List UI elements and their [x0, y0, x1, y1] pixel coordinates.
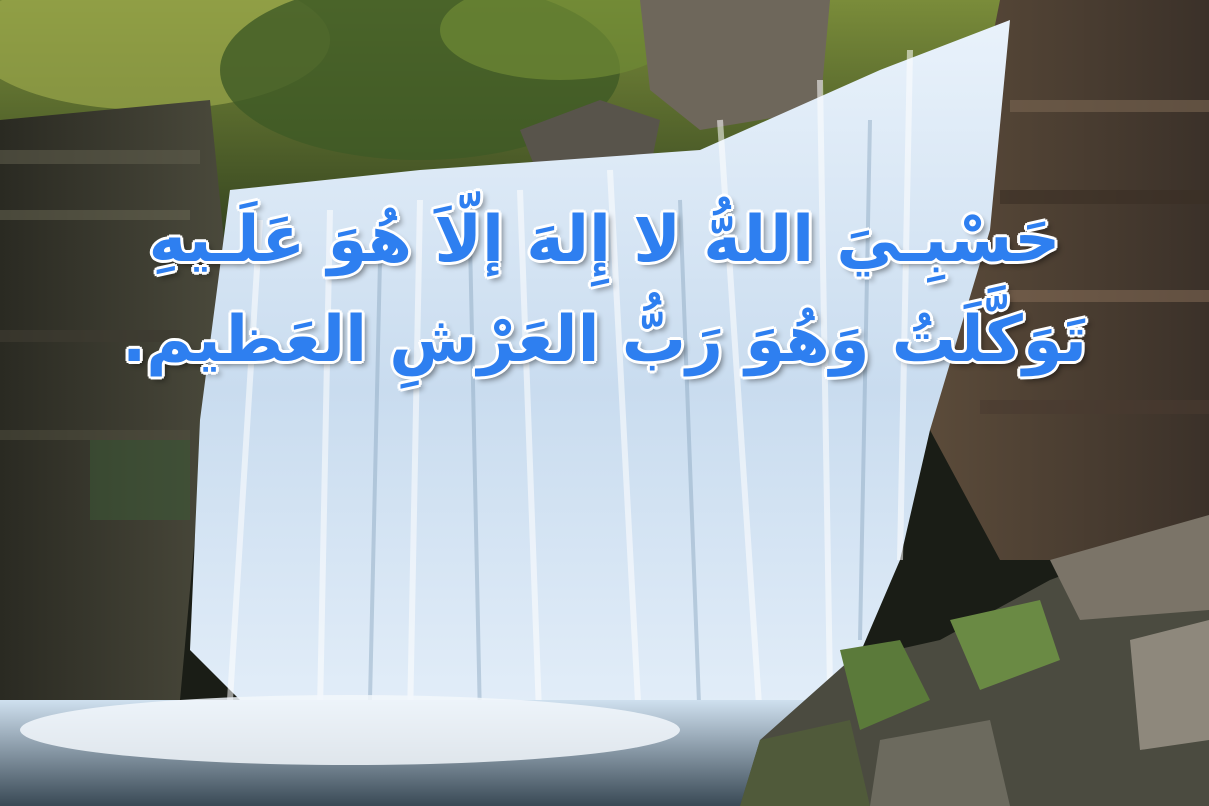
- verse-line-2: تَوَكَّلَتُ وَهُوَ رَبُّ العَرْشِ العَظيم.: [121, 303, 1088, 377]
- verse-line-1: حَسْبِـيَ اللهُّ لا إِلهَ إلّاَ هُوَ عَلَـيهِ: [148, 203, 1061, 277]
- arabic-verse: [0, 190, 1209, 390]
